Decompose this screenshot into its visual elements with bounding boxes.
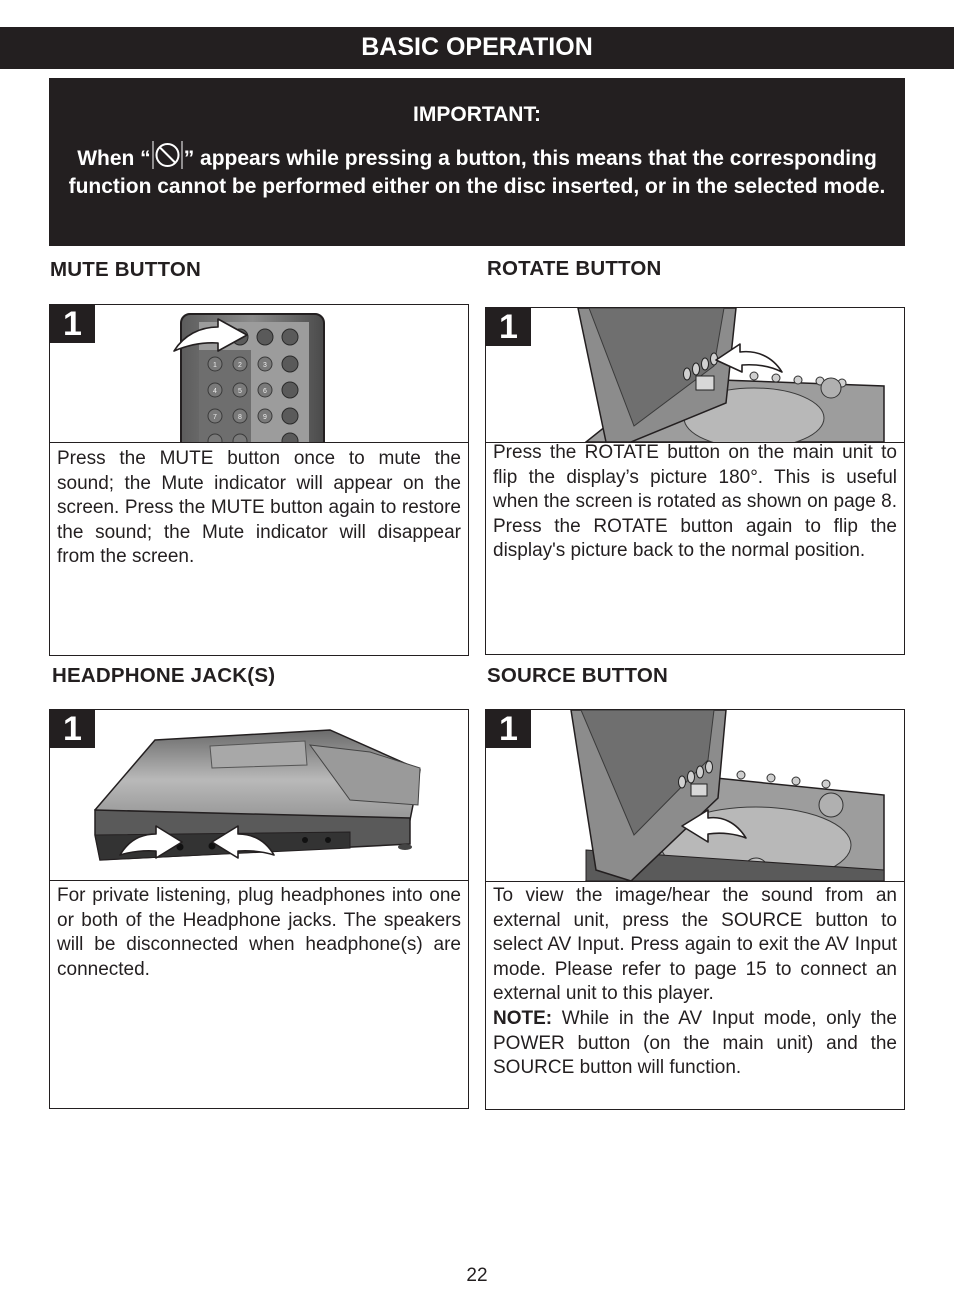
rotate-panel <box>485 307 905 655</box>
source-panel <box>485 709 905 1110</box>
divider <box>50 880 468 881</box>
rotate-description <box>493 441 897 564</box>
important-text-start: When “ <box>77 147 151 170</box>
keypad-digit: 3 <box>263 362 267 369</box>
headphone-section-title: HEADPHONE JACK(S) <box>52 664 276 687</box>
source-section-title: SOURCE BUTTON <box>487 664 669 687</box>
source-description-text: To view the image/hear the sound from an external unit, press the SOURCE button to select AV Input. Press again to exit the AV Input mode. Please refer to page 15 to connect an external unit to this player. <box>493 885 897 1005</box>
keypad-digit: 9 <box>263 414 267 421</box>
mute-section-title: MUTE BUTTON <box>50 258 202 281</box>
dvd-player-source-illustration <box>486 710 904 881</box>
keypad-digit: 7 <box>213 414 217 421</box>
mute-description-text: Press the MUTE button once to mute the sound; the Mute indicator will appear on the screen. Press the MUTE button again to restore the sound; the Mute indicator will disappear from the screen. <box>57 448 461 568</box>
headphone-description <box>57 884 461 982</box>
dvd-player-rotate-illustration <box>486 308 904 442</box>
source-description <box>493 884 897 1081</box>
page-header <box>0 27 954 69</box>
important-text-rest: ” appears while pressing a button, this means that the corresponding function cannot be performed either on the disc inserted, or in the selected mode. <box>68 147 886 198</box>
step-badge: 1 <box>486 308 531 346</box>
step-badge: 1 <box>486 710 531 748</box>
rotate-section-title: ROTATE BUTTON <box>487 257 662 280</box>
keypad-digit: 8 <box>238 414 242 421</box>
prohibited-icon <box>151 140 184 170</box>
step-badge: 1 <box>50 710 95 748</box>
dvd-player-side-illustration <box>50 710 468 880</box>
page-number: 22 <box>466 1265 488 1286</box>
headphone-description-text: For private listening, plug headphones into one or both of the Headphone jacks. The speakers will be disconnected when headphone(s) are connected. <box>57 885 461 980</box>
keypad-digit: 4 <box>213 388 217 395</box>
keypad-digit: 1 <box>213 362 217 369</box>
keypad-digit: 6 <box>263 388 267 395</box>
keypad-digit: 5 <box>238 388 242 395</box>
page-title: BASIC OPERATION <box>361 33 593 61</box>
mute-description <box>57 447 461 570</box>
step-badge: 1 <box>50 305 95 343</box>
important-text <box>63 140 891 201</box>
mute-panel <box>49 304 469 656</box>
important-title: IMPORTANT: <box>413 103 541 126</box>
keypad-digit: 2 <box>238 362 242 369</box>
source-note-text: While in the AV Input mode, only the POWER button (on the main unit) and the SOURCE button will function. <box>493 1007 897 1079</box>
remote-control-illustration <box>50 305 468 442</box>
divider <box>486 881 904 882</box>
important-notice <box>49 78 905 246</box>
source-note-label: NOTE: <box>493 1007 553 1029</box>
divider <box>50 442 468 443</box>
rotate-description-text: Press the ROTATE button on the main unit to flip the display’s picture 180°. This is useful when the screen is rotated as shown on page 8. Press the ROTATE button again to flip the display's picture back to the normal position. <box>493 442 897 562</box>
source-note <box>493 1007 897 1081</box>
headphone-panel <box>49 709 469 1109</box>
